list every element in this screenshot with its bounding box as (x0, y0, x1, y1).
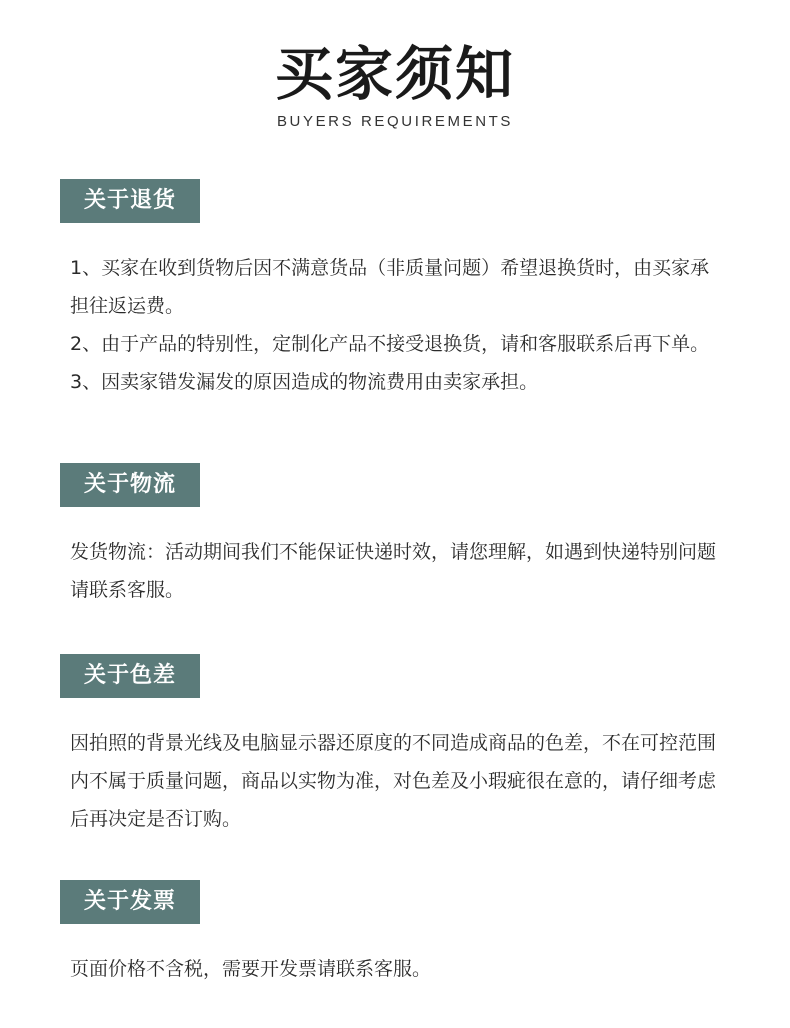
section-label-logistics: 关于物流 (60, 463, 200, 507)
logistics-text: 发货物流：活动期间我们不能保证快递时效，请您理解，如遇到快递特别问题请联系客服。 (70, 541, 717, 601)
section-color-difference (60, 654, 730, 838)
section-logistics (60, 463, 730, 609)
returns-item-2: 2、由于产品的特别性，定制化产品不接受退换货，请和客服联系后再下单。 (70, 333, 710, 355)
page-subtitle: BUYERS REQUIREMENTS (276, 113, 514, 130)
section-body-invoice (70, 950, 722, 988)
section-label-invoice: 关于发票 (60, 880, 200, 924)
invoice-text: 页面价格不含税，需要开发票请联系客服。 (70, 958, 432, 980)
returns-item-1: 1、买家在收到货物后因不满意货品（非质量问题）希望退换货时，由买家承担往返运费。 (70, 257, 710, 317)
section-body-returns (70, 249, 722, 401)
section-body-color-difference (70, 724, 722, 838)
section-body-logistics (70, 533, 722, 609)
color-difference-text: 因拍照的背景光线及电脑显示器还原度的不同造成商品的色差，不在可控范围内不属于质量问题，商品以实物为准，对色差及小瑕疵很在意的，请仔细考虑后再决定是否订购。 (70, 732, 717, 830)
section-returns (60, 179, 730, 401)
section-label-returns: 关于退货 (60, 179, 200, 223)
page-header (0, 38, 790, 132)
section-invoice (60, 880, 730, 988)
page-title: 买家须知 (274, 40, 515, 108)
section-label-color-difference: 关于色差 (60, 654, 200, 698)
returns-item-3: 3、因卖家错发漏发的原因造成的物流费用由卖家承担。 (70, 371, 539, 393)
